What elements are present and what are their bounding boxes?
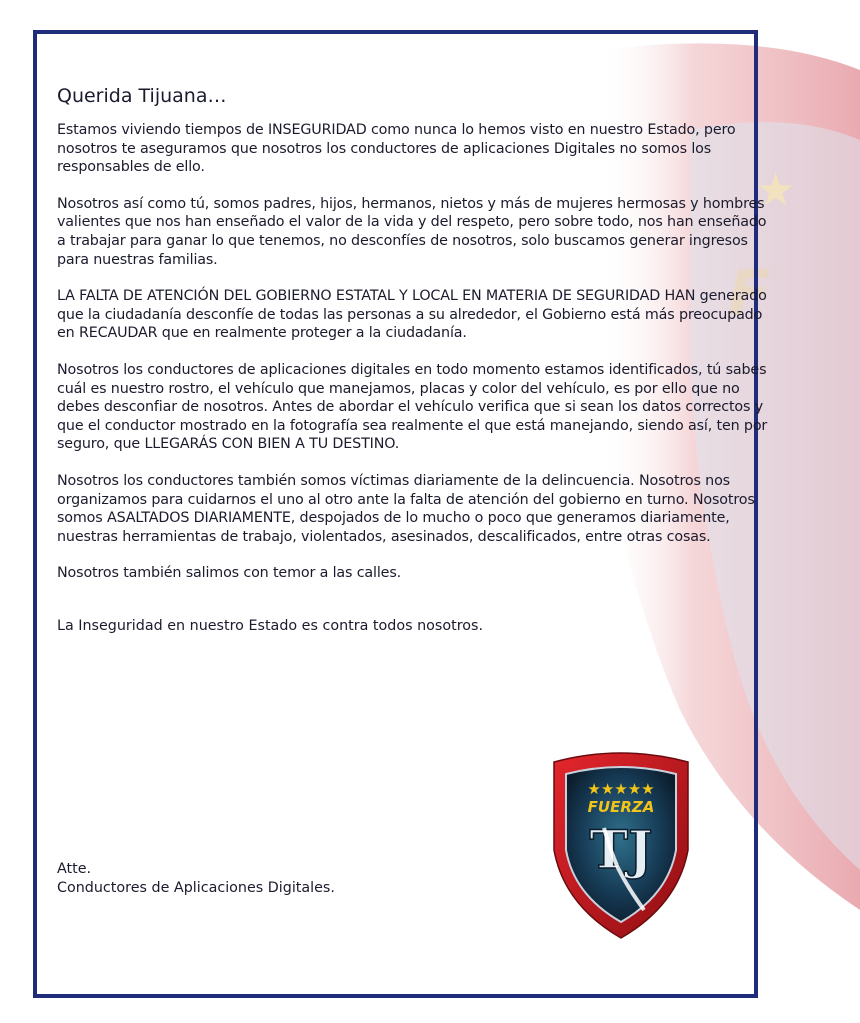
signature-name: Conductores de Aplicaciones Digitales. bbox=[57, 879, 335, 896]
signature-block bbox=[57, 860, 335, 897]
fuerza-tj-shield-logo bbox=[548, 750, 694, 940]
badge-word: FUERZA bbox=[587, 798, 655, 816]
paragraph-gobierno: LA FALTA DE ATENCIÓN DEL GOBIERNO ESTATAL Y LOCAL EN MATERIA DE SEGURIDAD HAN generado que la ciudadanía desconfíe de todas las personas a su alrededor, el Gobierno está más preocupado en RECAUDAR que en realmente proteger a la ciudadanía. bbox=[57, 288, 767, 342]
stars-icon: ★★★★★ bbox=[587, 780, 655, 798]
paragraph-contra-todos: La Inseguridad en nuestro Estado es contra todos nosotros. bbox=[57, 617, 484, 634]
paragraph-inseguridad: Estamos viviendo tiempos de INSEGURIDAD como nunca lo hemos visto en nuestro Estado, pero nosotros te aseguramos que nosotros los conductores de aplicaciones Digitales no somos los responsables de ello. bbox=[57, 122, 736, 176]
svg-text:F: F bbox=[728, 257, 771, 330]
sign-off: Atte. bbox=[57, 861, 92, 877]
paragraph-temor: Nosotros también salimos con temor a las calles. bbox=[57, 565, 402, 582]
paragraph-identificados: Nosotros los conductores de aplicaciones digitales en todo momento estamos identificados, tú sabes cuál es nuestro rostro, el vehículo que manejamos, placas y color del vehículo, es por ello que no debes desconfiar de nosotros. Antes de abordar el vehículo verifica que si sean los datos correctos y que el conductor mostrado en la fotografía sea realmente el que está manejando, siendo así, ten por seguro, que LLEGARÁS CON BIEN A TU DESTINO. bbox=[57, 361, 768, 453]
letter-body bbox=[57, 85, 772, 635]
paragraph-familias: Nosotros así como tú, somos padres, hijos, hermanos, nietos y más de mujeres hermosas y hombres valientes que nos han enseñado el valor de la vida y del respeto, pero sobre todo, nos han enseñado a trabajar para ganar lo que tenemos, no desconfíes de nosotros, solo buscamos generar ingresos para nuestras familias. bbox=[57, 195, 767, 268]
badge-initials: TJ bbox=[589, 820, 653, 881]
letter-greeting: Querida Tijuana… bbox=[57, 85, 227, 107]
paragraph-victimas: Nosotros los conductores también somos víctimas diariamente de la delincuencia. Nosotros nos organizamos para cuidarnos el uno al otro ante la falta de atención del gobierno en turno. Nosotros somos ASALTADOS DIARIAMENTE, despojados de lo mucho o poco que generamos diariamente, nuestras herramientas de trabajo, violentados, asesinados, descalificados, entre otras cosas. bbox=[57, 472, 755, 545]
svg-text:★: ★ bbox=[756, 165, 796, 216]
